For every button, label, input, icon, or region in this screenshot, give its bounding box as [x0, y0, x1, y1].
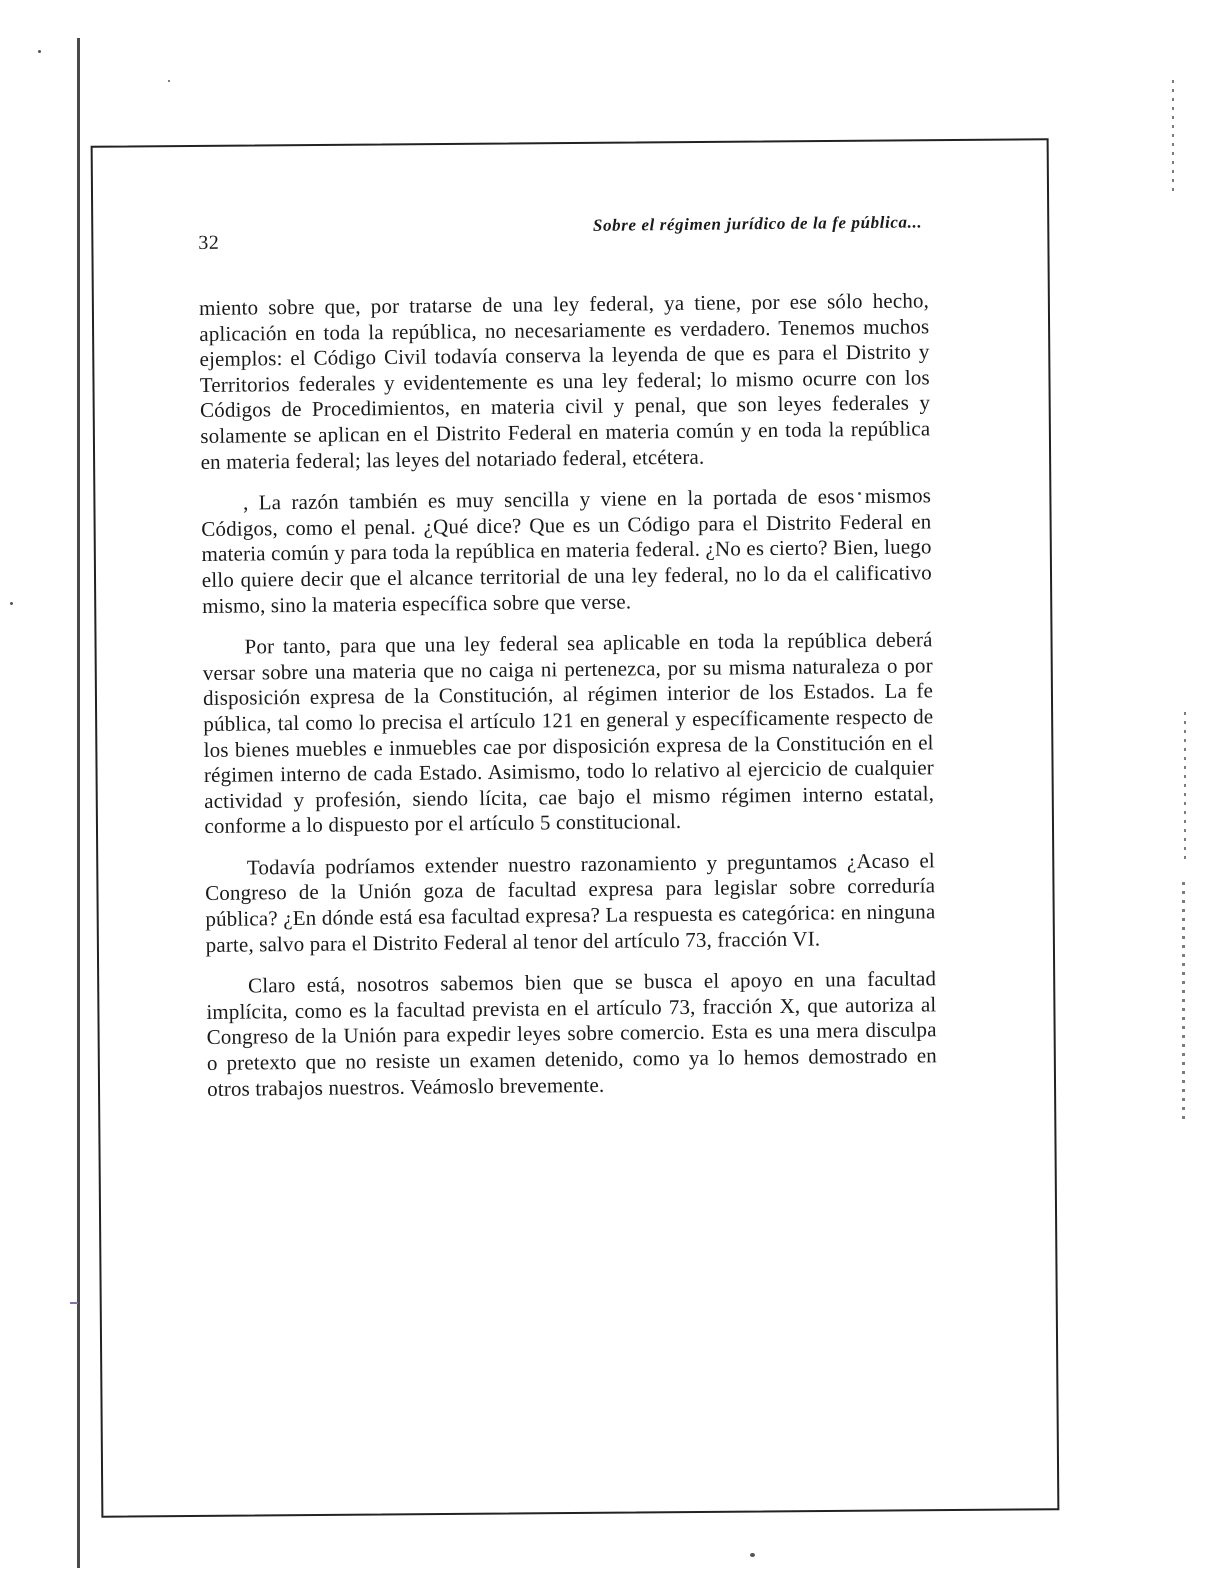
scan-speck	[38, 50, 41, 53]
scan-edge-marks-lower	[1182, 882, 1185, 1122]
scan-edge-marks-middle	[1184, 712, 1186, 862]
running-title: Sobre el régimen jurídico de la fe pública...	[592, 212, 923, 235]
paragraph: Todavía podríamos extender nuestro razonamiento y preguntamos ¿Acaso el Congreso de la Unión goza de facultad expresa para legislar sobre correduría pública? ¿En dónde está esa facultad expresa? La respuesta es categórica: en ninguna parte, salvo para el Distrito Federal al tenor del artículo 73, fracción VI.	[205, 848, 936, 957]
page-number: 32	[198, 231, 220, 254]
scan-margin-mark	[70, 1302, 78, 1304]
scan-speck	[750, 1553, 755, 1557]
paragraph: miento sobre que, por tratarse de una ley federal, ya tiene, por ese sólo hecho, aplicación en toda la república, no necesariamente es verdadero. Tenemos muchos ejemplos: el Código Civil todavía conserva la leyenda de que es para el Distrito y Territorios federales y evidentemente es una ley federal; lo mismo ocurre con los Códigos de Procedimientos, en materia civil y penal, que son leyes federales y solamente se aplican en el Distrito Federal en materia común y en toda la república en materia federal; las leyes del notariado federal, etcétera.	[198, 288, 931, 474]
book-page	[198, 204, 937, 1118]
paragraph: Claro está, nosotros sabemos bien que se busca el apoyo en una facultad implícita, como es la facultad prevista en el artículo 73, fracción X, que autoriza al Congreso de la Unión para expedir leyes sobre comercio. Esta es una mera disculpa o pretexto que no resiste un examen detenido, como ya lo hemos demostrado en otros trabajos nuestros. Veámoslo brevemente.	[206, 966, 937, 1101]
page-header	[198, 204, 928, 256]
scan-binding-edge	[77, 38, 80, 1568]
scan-speck	[168, 80, 170, 82]
paragraph: Por tanto, para que una ley federal sea aplicable en toda la república deberá versar sobre una materia que no caiga ni pertenezca, por su misma naturaleza o por disposición expresa de la Constitución, al régimen interior de los Estados. La fe pública, tal como lo precisa el artículo 121 en general y específicamente respecto de los bienes muebles e inmuebles cae por disposición expresa de la Constitución en el régimen interno de cada Estado. Asimismo, todo lo relativo al ejercicio de cualquier actividad y profesión, siendo lícita, cae bajo el mismo régimen interno estatal, conforme a lo dispuesto por el artículo 5 constitucional.	[202, 627, 935, 839]
body-text	[199, 288, 937, 1102]
scan-edge-marks-top	[1172, 80, 1174, 192]
scan-speck	[10, 602, 13, 605]
paragraph: , La razón también es muy sencilla y viene en la portada de esos mismos Códigos, como el penal. ¿Qué dice? Que es un Código para el Distrito Federal en materia común y para toda la república en materia federal. ¿No es cierto? Bien, luego ello quiere decir que el alcance territorial de una ley federal, no lo da el calificativo mismo, sino la materia específica sobre que verse.	[201, 483, 932, 618]
